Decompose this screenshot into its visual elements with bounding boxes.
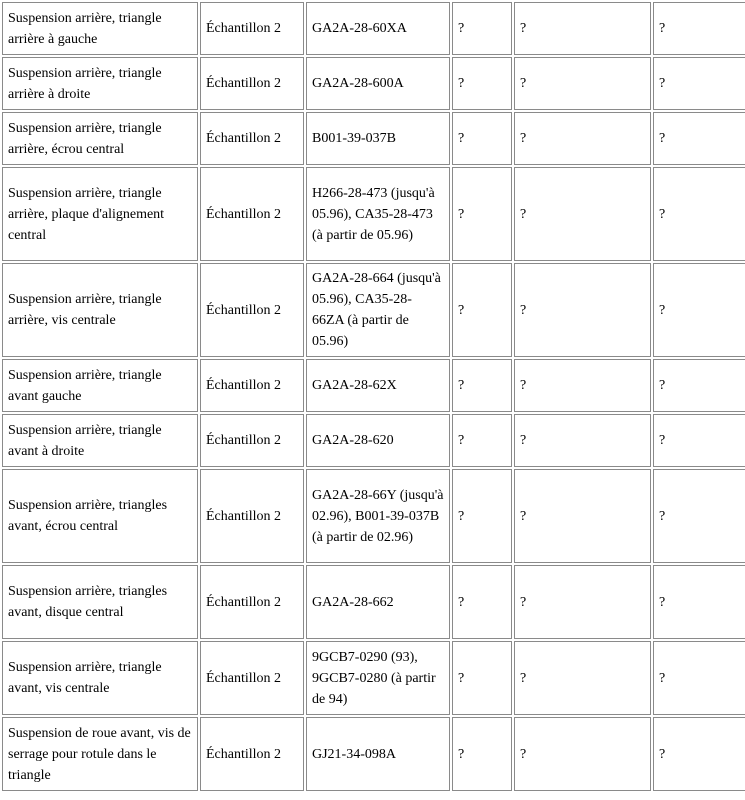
table-row <box>2 641 745 715</box>
table-row <box>2 57 745 110</box>
cell-value-2: ? <box>514 565 651 639</box>
cell-value-1: ? <box>452 57 512 110</box>
cell-description: Suspension arrière, triangle arrière, plaque d'alignement central <box>2 167 198 261</box>
table-row <box>2 167 745 261</box>
cell-part-number: GA2A-28-662 <box>306 565 450 639</box>
cell-part-number: GA2A-28-62X <box>306 359 450 412</box>
cell-value-1: ? <box>452 641 512 715</box>
cell-part-number: GJ21-34-098A <box>306 717 450 791</box>
cell-sample: Échantillon 2 <box>200 414 304 467</box>
cell-part-number: GA2A-28-60XA <box>306 2 450 55</box>
cell-value-2: ? <box>514 469 651 563</box>
cell-value-1: ? <box>452 469 512 563</box>
cell-value-2: ? <box>514 717 651 791</box>
cell-part-number: GA2A-28-600A <box>306 57 450 110</box>
cell-description: Suspension arrière, triangle avant à droite <box>2 414 198 467</box>
table-row <box>2 565 745 639</box>
cell-sample: Échantillon 2 <box>200 359 304 412</box>
cell-sample: Échantillon 2 <box>200 263 304 357</box>
cell-value-3: ? <box>653 717 745 791</box>
cell-value-2: ? <box>514 167 651 261</box>
cell-value-2: ? <box>514 263 651 357</box>
cell-value-1: ? <box>452 263 512 357</box>
cell-description: Suspension arrière, triangles avant, écrou central <box>2 469 198 563</box>
table-row <box>2 263 745 357</box>
cell-sample: Échantillon 2 <box>200 167 304 261</box>
cell-part-number: GA2A-28-620 <box>306 414 450 467</box>
cell-part-number: H266-28-473 (jusqu'à 05.96), CA35-28-473 (à partir de 05.96) <box>306 167 450 261</box>
cell-value-3: ? <box>653 112 745 165</box>
table-row <box>2 717 745 791</box>
cell-description: Suspension arrière, triangle arrière, vis centrale <box>2 263 198 357</box>
table-row <box>2 359 745 412</box>
cell-sample: Échantillon 2 <box>200 565 304 639</box>
cell-description: Suspension arrière, triangle arrière, écrou central <box>2 112 198 165</box>
cell-description: Suspension arrière, triangle arrière à droite <box>2 57 198 110</box>
cell-value-2: ? <box>514 414 651 467</box>
table-row <box>2 112 745 165</box>
cell-part-number: 9GCB7-0290 (93), 9GCB7-0280 (à partir de 94) <box>306 641 450 715</box>
table-row <box>2 414 745 467</box>
cell-value-3: ? <box>653 565 745 639</box>
cell-value-3: ? <box>653 469 745 563</box>
cell-value-2: ? <box>514 112 651 165</box>
cell-part-number: GA2A-28-664 (jusqu'à 05.96), CA35-28-66ZA (à partir de 05.96) <box>306 263 450 357</box>
cell-description: Suspension arrière, triangle avant, vis centrale <box>2 641 198 715</box>
cell-value-1: ? <box>452 2 512 55</box>
cell-value-2: ? <box>514 359 651 412</box>
cell-value-2: ? <box>514 641 651 715</box>
cell-sample: Échantillon 2 <box>200 641 304 715</box>
cell-description: Suspension arrière, triangle avant gauche <box>2 359 198 412</box>
cell-sample: Échantillon 2 <box>200 57 304 110</box>
cell-sample: Échantillon 2 <box>200 112 304 165</box>
cell-value-1: ? <box>452 167 512 261</box>
parts-table-body <box>2 2 745 791</box>
cell-value-3: ? <box>653 57 745 110</box>
cell-value-1: ? <box>452 359 512 412</box>
table-row <box>2 469 745 563</box>
cell-value-1: ? <box>452 414 512 467</box>
cell-value-3: ? <box>653 359 745 412</box>
cell-sample: Échantillon 2 <box>200 2 304 55</box>
cell-value-3: ? <box>653 641 745 715</box>
cell-description: Suspension arrière, triangles avant, disque central <box>2 565 198 639</box>
cell-sample: Échantillon 2 <box>200 717 304 791</box>
cell-value-1: ? <box>452 717 512 791</box>
cell-value-3: ? <box>653 263 745 357</box>
cell-part-number: B001-39-037B <box>306 112 450 165</box>
cell-description: Suspension arrière, triangle arrière à gauche <box>2 2 198 55</box>
cell-value-2: ? <box>514 57 651 110</box>
cell-part-number: GA2A-28-66Y (jusqu'à 02.96), B001-39-037B (à partir de 02.96) <box>306 469 450 563</box>
cell-value-3: ? <box>653 2 745 55</box>
cell-value-2: ? <box>514 2 651 55</box>
cell-value-3: ? <box>653 414 745 467</box>
cell-value-1: ? <box>452 112 512 165</box>
cell-value-1: ? <box>452 565 512 639</box>
cell-sample: Échantillon 2 <box>200 469 304 563</box>
cell-description: Suspension de roue avant, vis de serrage pour rotule dans le triangle <box>2 717 198 791</box>
table-row <box>2 2 745 55</box>
cell-value-3: ? <box>653 167 745 261</box>
